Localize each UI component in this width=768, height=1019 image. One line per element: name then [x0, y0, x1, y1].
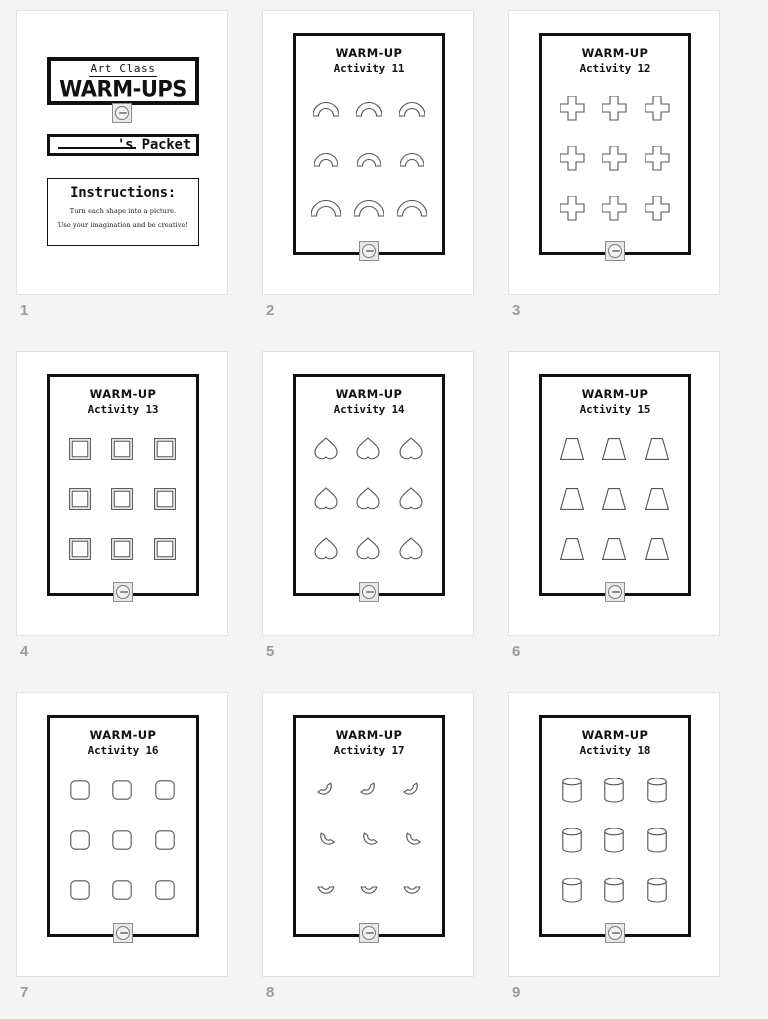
shape-slot — [349, 527, 389, 571]
shape-slot — [306, 768, 346, 812]
page-number-label: 6 — [512, 643, 521, 660]
shape-slot — [349, 768, 389, 812]
instructions-line-2: Use your imagination and be creative! — [57, 221, 189, 229]
shape-slot — [552, 136, 592, 180]
shape-slot — [306, 527, 346, 571]
activity-subtitle: Activity 16 — [87, 744, 159, 757]
shape-slot — [349, 136, 389, 180]
page-thumbnail-5[interactable] — [262, 351, 474, 636]
shape-slot — [103, 527, 143, 571]
thumbnail-cell — [262, 692, 508, 1019]
page-number-label: 9 — [512, 984, 521, 1001]
stamp-glyph-icon — [608, 926, 622, 940]
shape-slot — [306, 186, 346, 230]
thumbnail-cell — [16, 351, 262, 692]
shape-slot — [638, 818, 678, 862]
shape-slot — [392, 527, 432, 571]
activity-subtitle: Activity 15 — [579, 403, 651, 416]
shape-slot — [103, 427, 143, 471]
shape-slot — [392, 477, 432, 521]
page-number-label: 8 — [266, 984, 275, 1001]
thumbnail-cell — [262, 10, 508, 351]
cover-title-box — [47, 57, 199, 105]
shape-slot — [595, 868, 635, 912]
activity-subtitle: Activity 12 — [579, 62, 651, 75]
activity-watermark-badge — [359, 241, 379, 261]
shape-slot — [595, 136, 635, 180]
shape-slot — [552, 818, 592, 862]
page-number-label: 1 — [20, 302, 29, 319]
page-thumbnail-7[interactable] — [16, 692, 228, 977]
activity-frame — [293, 33, 445, 255]
activity-watermark-badge — [359, 923, 379, 943]
shape-slot — [552, 868, 592, 912]
page-number-label: 7 — [20, 984, 29, 1001]
shape-slot — [552, 427, 592, 471]
shape-slot — [392, 186, 432, 230]
activity-title: WARM-UP — [89, 728, 157, 742]
shape-slot — [349, 477, 389, 521]
shape-slot — [595, 527, 635, 571]
shape-grid — [305, 765, 433, 915]
page-number-label: 4 — [20, 643, 29, 660]
shape-slot — [552, 527, 592, 571]
activity-subtitle: Activity 13 — [87, 403, 159, 416]
activity-title: WARM-UP — [581, 387, 649, 401]
shape-grid — [551, 83, 679, 233]
stamp-glyph-icon — [608, 585, 622, 599]
activity-frame — [539, 374, 691, 596]
shape-slot — [60, 527, 100, 571]
activity-subtitle: Activity 14 — [333, 403, 405, 416]
shape-slot — [595, 477, 635, 521]
shape-slot — [60, 477, 100, 521]
shape-slot — [638, 868, 678, 912]
thumbnail-cell — [16, 10, 262, 351]
shape-slot — [349, 186, 389, 230]
activity-title: WARM-UP — [335, 387, 403, 401]
name-write-line — [58, 147, 136, 149]
shape-slot — [552, 86, 592, 130]
activity-title: WARM-UP — [335, 728, 403, 742]
cover-eyebrow: Art Class — [90, 61, 156, 75]
shape-slot — [146, 427, 186, 471]
stamp-glyph-icon — [362, 244, 376, 258]
shape-grid — [551, 424, 679, 574]
activity-frame — [539, 33, 691, 255]
page-thumbnail-9[interactable] — [508, 692, 720, 977]
shape-slot — [146, 477, 186, 521]
stamp-glyph-icon — [116, 926, 130, 940]
stamp-glyph-icon — [362, 926, 376, 940]
activity-title: WARM-UP — [335, 46, 403, 60]
shape-slot — [146, 527, 186, 571]
shape-slot — [60, 768, 100, 812]
stamp-glyph-icon — [362, 585, 376, 599]
shape-slot — [638, 768, 678, 812]
activity-subtitle: Activity 18 — [579, 744, 651, 757]
shape-slot — [103, 768, 143, 812]
stamp-glyph-icon — [608, 244, 622, 258]
shape-slot — [392, 818, 432, 862]
activity-watermark-badge — [359, 582, 379, 602]
packet-suffix-label: 's Packet — [116, 137, 191, 153]
shape-slot — [392, 768, 432, 812]
shape-slot — [146, 868, 186, 912]
shape-slot — [306, 818, 346, 862]
activity-title: WARM-UP — [581, 46, 649, 60]
page-thumbnail-1[interactable] — [16, 10, 228, 295]
shape-slot — [103, 477, 143, 521]
shape-slot — [638, 477, 678, 521]
activity-title: WARM-UP — [89, 387, 157, 401]
shape-slot — [146, 818, 186, 862]
shape-slot — [392, 86, 432, 130]
shape-slot — [306, 477, 346, 521]
shape-slot — [349, 86, 389, 130]
shape-grid — [59, 765, 187, 915]
shape-slot — [552, 768, 592, 812]
shape-slot — [349, 427, 389, 471]
activity-frame — [47, 374, 199, 596]
shape-slot — [638, 136, 678, 180]
page-thumbnail-3[interactable] — [508, 10, 720, 295]
shape-slot — [306, 868, 346, 912]
stamp-glyph-icon — [116, 585, 130, 599]
activity-watermark-badge — [605, 923, 625, 943]
activity-watermark-badge — [605, 582, 625, 602]
shape-slot — [103, 868, 143, 912]
activity-subtitle: Activity 11 — [333, 62, 405, 75]
shape-slot — [306, 427, 346, 471]
shape-grid — [59, 424, 187, 574]
activity-frame — [539, 715, 691, 937]
page-number-label: 2 — [266, 302, 275, 319]
thumbnail-cell — [16, 692, 262, 1019]
activity-watermark-badge — [113, 582, 133, 602]
shape-slot — [60, 868, 100, 912]
shape-slot — [392, 868, 432, 912]
shape-slot — [595, 86, 635, 130]
shape-slot — [638, 427, 678, 471]
cover-page-content — [17, 11, 227, 294]
activity-frame — [293, 374, 445, 596]
thumbnail-cell — [508, 692, 754, 1019]
shape-slot — [146, 768, 186, 812]
shape-slot — [638, 186, 678, 230]
shape-slot — [595, 427, 635, 471]
activity-subtitle: Activity 17 — [333, 744, 405, 757]
shape-grid — [551, 765, 679, 915]
cover-watermark-badge — [112, 103, 132, 123]
thumbnail-cell — [262, 351, 508, 692]
shape-grid — [305, 83, 433, 233]
thumbnail-cell — [508, 10, 754, 351]
page-number-label: 3 — [512, 302, 521, 319]
shape-slot — [638, 86, 678, 130]
shape-slot — [638, 527, 678, 571]
instructions-line-1: Turn each shape into a picture. — [69, 207, 177, 215]
shape-slot — [103, 818, 143, 862]
activity-frame — [293, 715, 445, 937]
page-thumbnail-4[interactable] — [16, 351, 228, 636]
shape-slot — [595, 186, 635, 230]
name-packet-box — [47, 134, 199, 156]
shape-slot — [595, 768, 635, 812]
shape-slot — [595, 818, 635, 862]
shape-slot — [60, 427, 100, 471]
stamp-glyph-icon — [115, 106, 129, 120]
shape-slot — [60, 818, 100, 862]
shape-slot — [349, 868, 389, 912]
instructions-title: Instructions: — [70, 185, 176, 201]
thumbnail-cell — [508, 351, 754, 692]
cover-title: WARM-UPS — [59, 75, 187, 102]
shape-slot — [306, 86, 346, 130]
page-thumbnail-6[interactable] — [508, 351, 720, 636]
activity-watermark-badge — [113, 923, 133, 943]
shape-slot — [306, 136, 346, 180]
shape-slot — [552, 186, 592, 230]
shape-grid — [305, 424, 433, 574]
shape-slot — [552, 477, 592, 521]
instructions-box — [47, 178, 199, 246]
activity-title: WARM-UP — [581, 728, 649, 742]
page-thumbnail-2[interactable] — [262, 10, 474, 295]
shape-slot — [349, 818, 389, 862]
shape-slot — [392, 427, 432, 471]
page-thumbnail-8[interactable] — [262, 692, 474, 977]
activity-watermark-badge — [605, 241, 625, 261]
activity-frame — [47, 715, 199, 937]
page-number-label: 5 — [266, 643, 275, 660]
shape-slot — [392, 136, 432, 180]
